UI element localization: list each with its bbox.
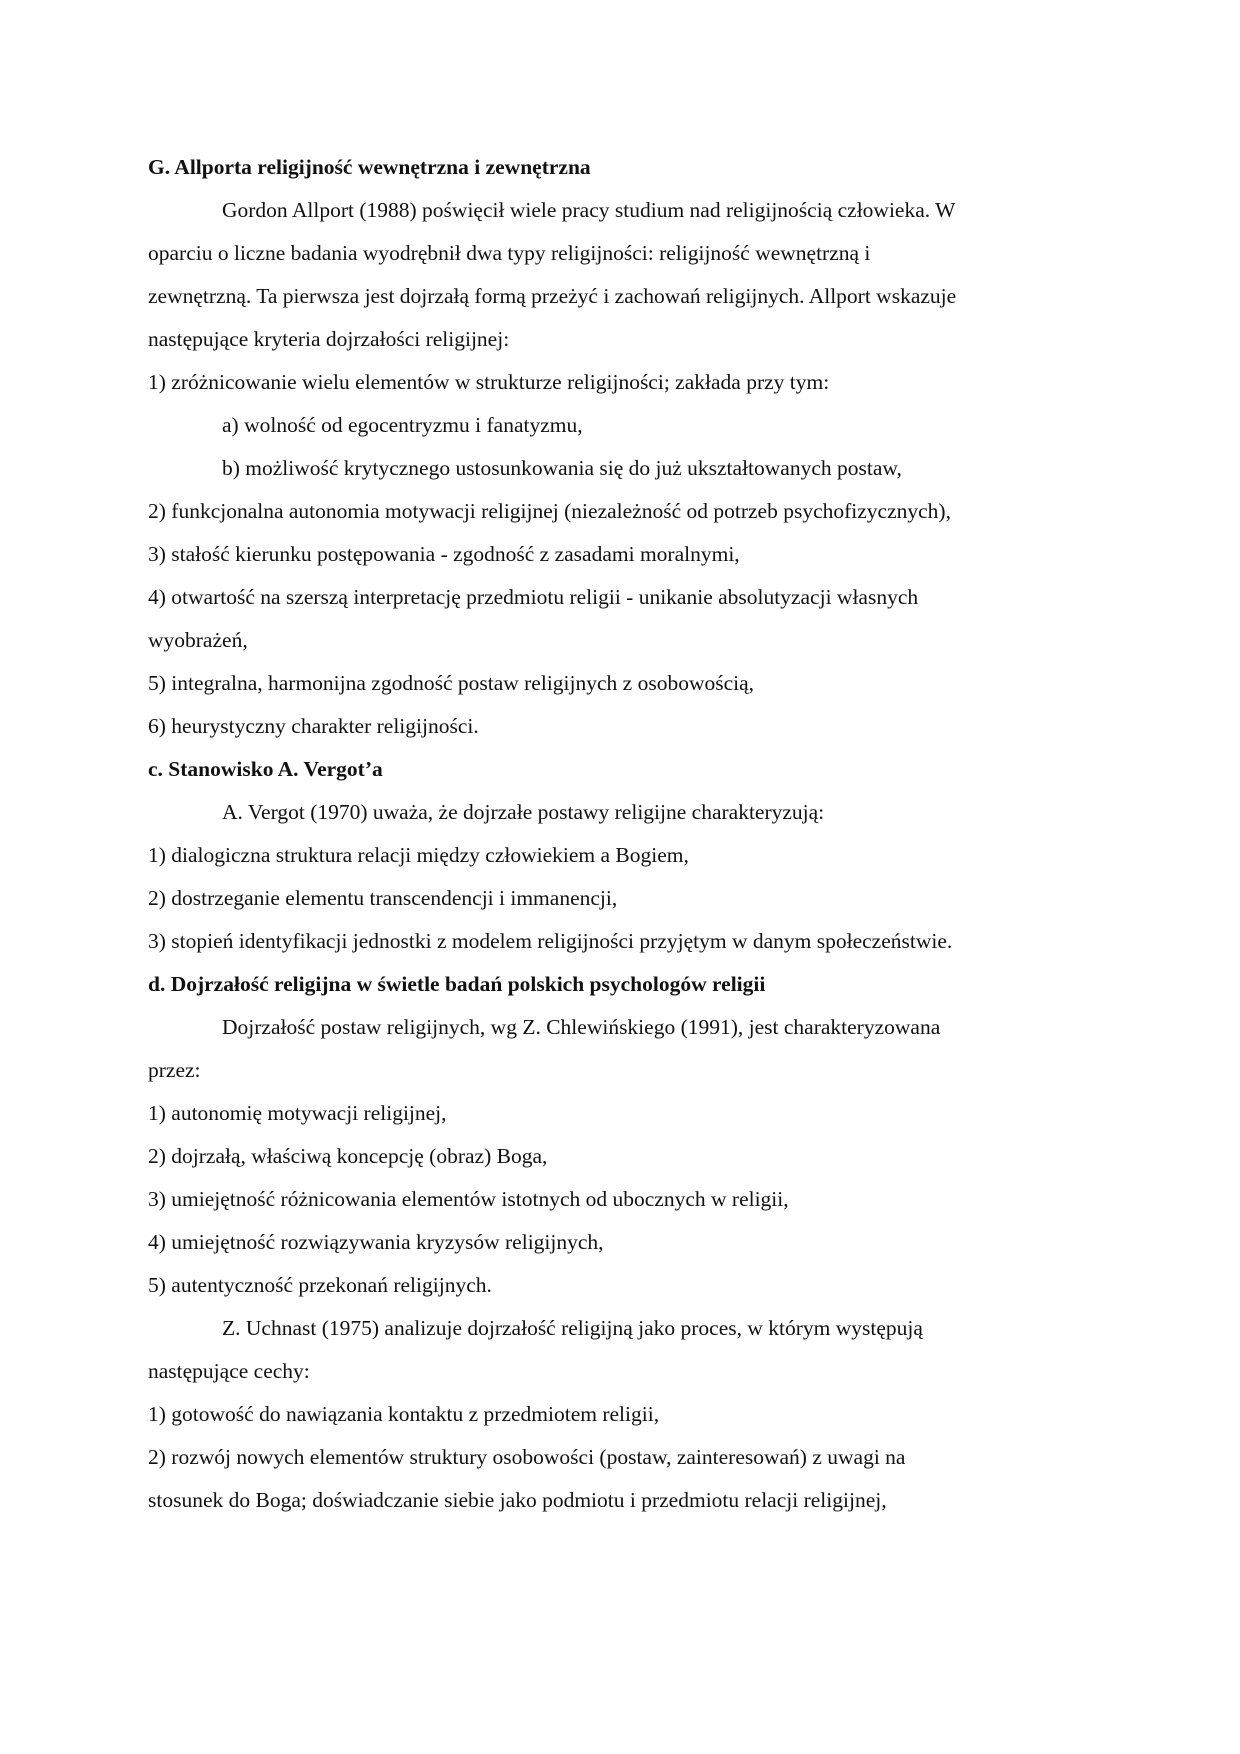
text-line: 5) integralna, harmonijna zgodność postaw religijnych z osobowością, — [148, 671, 755, 695]
text-line: Dojrzałość postaw religijnych, wg Z. Chlewińskiego (1991), jest charakteryzowana — [222, 1015, 941, 1039]
text-line: A. Vergot (1970) uważa, że dojrzałe postawy religijne charakteryzują: — [222, 800, 825, 824]
text-line: 1) dialogiczna struktura relacji między człowiekiem a Bogiem, — [148, 843, 689, 867]
text-line: wyobrażeń, — [148, 628, 248, 652]
text-line: 4) umiejętność rozwiązywania kryzysów religijnych, — [148, 1230, 604, 1254]
section-heading: d. Dojrzałość religijna w świetle badań polskich psychologów religii — [148, 972, 766, 996]
text-line: następujące cechy: — [148, 1359, 310, 1383]
text-line: 6) heurystyczny charakter religijności. — [148, 714, 479, 738]
document-body — [148, 146, 1108, 1522]
text-line: 2) funkcjonalna autonomia motywacji religijnej (niezależność od potrzeb psychofizycznych), — [148, 499, 951, 523]
section-heading: c. Stanowisko A. Vergot’a — [148, 757, 383, 781]
text-line: 5) autentyczność przekonań religijnych. — [148, 1273, 492, 1297]
text-line: 1) autonomię motywacji religijnej, — [148, 1101, 447, 1125]
text-line: 2) dostrzeganie elementu transcendencji i immanencji, — [148, 886, 618, 910]
text-line: przez: — [148, 1058, 201, 1082]
text-line: 3) stałość kierunku postępowania - zgodność z zasadami moralnymi, — [148, 542, 740, 566]
text-line: Z. Uchnast (1975) analizuje dojrzałość religijną jako proces, w którym występują — [222, 1316, 923, 1340]
text-line: stosunek do Boga; doświadczanie siebie jako podmiotu i przedmiotu relacji religijnej, — [148, 1488, 887, 1512]
text-line: następujące kryteria dojrzałości religijnej: — [148, 327, 510, 351]
text-line: 1) zróżnicowanie wielu elementów w strukturze religijności; zakłada przy tym: — [148, 370, 830, 394]
text-line: a) wolność od egocentryzmu i fanatyzmu, — [222, 413, 583, 437]
text-line: 3) stopień identyfikacji jednostki z modelem religijności przyjętym w danym społeczeństwie. — [148, 929, 953, 953]
text-line: 3) umiejętność różnicowania elementów istotnych od ubocznych w religii, — [148, 1187, 789, 1211]
text-line: 2) rozwój nowych elementów struktury osobowości (postaw, zainteresowań) z uwagi na — [148, 1445, 906, 1469]
text-line: 4) otwartość na szerszą interpretację przedmiotu religii - unikanie absolutyzacji własnych — [148, 585, 919, 609]
text-line: zewnętrzną. Ta pierwsza jest dojrzałą formą przeżyć i zachowań religijnych. Allport wskazuje — [148, 284, 957, 308]
text-line: Gordon Allport (1988) poświęcił wiele pracy studium nad religijnością człowieka. W — [222, 198, 956, 222]
text-line: b) możliwość krytycznego ustosunkowania się do już ukształtowanych postaw, — [222, 456, 902, 480]
text-line: 1) gotowość do nawiązania kontaktu z przedmiotem religii, — [148, 1402, 660, 1426]
text-line: 2) dojrzałą, właściwą koncepcję (obraz) Boga, — [148, 1144, 548, 1168]
section-heading: G. Allporta religijność wewnętrzna i zewnętrzna — [148, 155, 591, 179]
text-line: oparciu o liczne badania wyodrębnił dwa typy religijności: religijność wewnętrzną i — [148, 241, 871, 265]
